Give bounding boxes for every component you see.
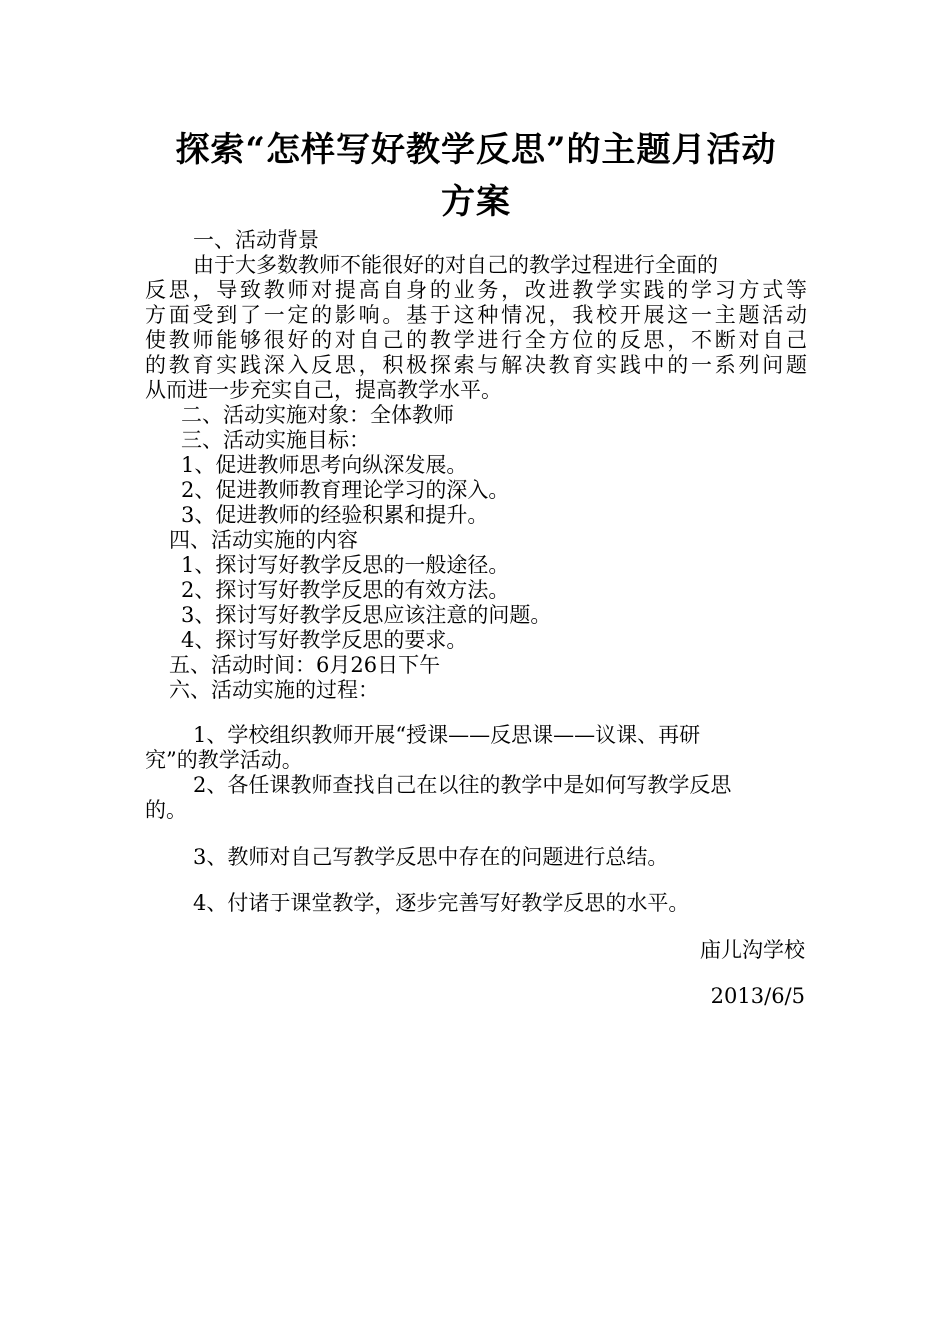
process-line: 1、学校组织教师开展“授课——反思课——议课、再研 <box>193 723 701 747</box>
paragraph-line: 的教育实践深入反思，积极探索与解决教育实践中的一系列问题 <box>145 353 807 377</box>
paragraph-line: 反思，导致教师对提高自身的业务，改进教学实践的学习方式等 <box>145 278 807 302</box>
goal-item: 1、促进教师思考向纵深发展。 <box>181 453 468 477</box>
section-heading-background: 一、活动背景 <box>193 228 319 252</box>
process-line: 究”的教学活动。 <box>145 748 303 772</box>
content-item: 3、探讨写好教学反思应该注意的问题。 <box>181 603 552 627</box>
process-line: 4、付诸于课堂教学，逐步完善写好教学反思的水平。 <box>193 891 690 915</box>
section-heading-process: 六、活动实施的过程： <box>169 678 379 702</box>
document-title-line-1: 探索“怎样写好教学反思”的主题月活动 <box>175 130 777 170</box>
goal-item: 3、促进教师的经验积累和提升。 <box>181 503 489 527</box>
content-item: 2、探讨写好教学反思的有效方法。 <box>181 578 510 602</box>
section-heading-contents: 四、活动实施的内容 <box>169 528 358 552</box>
goal-item: 2、促进教师教育理论学习的深入。 <box>181 478 510 502</box>
section-heading-goals: 三、活动实施目标： <box>181 428 370 452</box>
process-line: 的。 <box>145 798 187 822</box>
process-line: 3、教师对自己写教学反思中存在的问题进行总结。 <box>193 845 669 869</box>
document-date: 2013/6/5 <box>710 984 805 1008</box>
paragraph-line: 从而进一步充实自己，提高教学水平。 <box>145 378 502 402</box>
process-line: 2、各任课教师查找自己在以往的教学中是如何写教学反思 <box>193 773 732 797</box>
paragraph-line: 使教师能够很好的对自己的教学进行全方位的反思，不断对自己 <box>145 328 807 352</box>
paragraph-line: 由于大多数教师不能很好的对自己的教学过程进行全面的 <box>193 253 718 277</box>
section-heading-target: 二、活动实施对象：全体教师 <box>181 403 454 427</box>
content-item: 1、探讨写好教学反思的一般途径。 <box>181 553 510 577</box>
content-item: 4、探讨写好教学反思的要求。 <box>181 628 468 652</box>
section-heading-time: 五、活动时间：6月26日下午 <box>169 653 441 677</box>
paragraph-line: 方面受到了一定的影响。基于这种情况，我校开展这一主题活动 <box>145 303 807 327</box>
document-title-line-2: 方案 <box>441 182 511 222</box>
signature: 庙儿沟学校 <box>700 938 805 962</box>
